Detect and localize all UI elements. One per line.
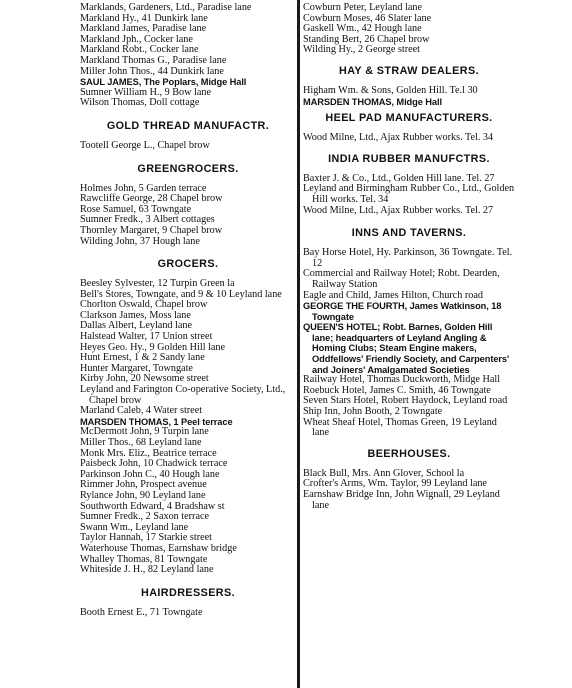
listing-entry: Rylance John, 90 Leyland lane [80,489,206,501]
column-divider [297,0,300,688]
right-column [303,0,515,511]
section-heading-india-rubber: INDIA RUBBER MANUFCTRS. [328,152,490,165]
listing-entry: Markland Robt., Cocker lane [80,44,199,56]
listing-entry: Rose Samuel, 63 Towngate [80,203,192,215]
listing-entry: Wood Milne, Ltd., Ajax Rubber works. Tel. 27 [303,204,494,216]
right-block-1 [303,3,515,56]
grocers-list [80,279,296,576]
left-block-1 [80,3,296,109]
listing-entry: Markland Thomas G., Paradise lane [80,54,227,66]
section-heading-heel-pad: HEEL PAD MANUFACTURERS. [325,112,493,125]
listing-entry: Markland James, Paradise lane [80,23,207,35]
beerhouses-list [303,469,515,511]
listing-entry: Thornley Margaret, 9 Chapel brow [80,224,223,236]
listing-entry: Commercial and Railway Hotel; Robt. Dearden, Railway Station [303,268,500,290]
listing-entry: Wilding Hy., 2 George street [303,44,421,56]
listing-entry: Parkinson John C., 40 Hough lane [80,468,220,480]
listing-entry: Wood Milne, Ltd., Ajax Rubber works. Tel. 34 [303,132,494,144]
listing-entry: Dallas Albert, Leyland lane [80,320,193,332]
section-heading-inns-taverns: INNS AND TAVERNS. [351,227,467,240]
listing-entry: Monk Mrs. Eliz., Beatrice terrace [80,447,217,459]
listing-entry-bold: GEORGE THE FOURTH, James Watkinson, 18 Towngate [303,301,502,322]
listing-entry: Eagle and Child, James Hilton, Church road [303,289,483,301]
listing-entry: Leyland and Birmingham Rubber Co., Ltd., Golden Hill works. Tel. 34 [303,183,515,205]
listing-entry: Tootell George L., Chapel brow [80,139,210,151]
listing-entry: Railway Hotel, Thomas Duckworth, Midge Hall [303,374,501,386]
listing-entry: Swann Wm., Leyland lane [80,521,189,533]
listing-entry: Cowburn Peter, Leyland lane [303,2,422,13]
listing-entry: Kirby John, 20 Newsome street [80,373,209,385]
listing-entry: Wilson Thomas, Doll cottage [80,97,200,109]
left-column [80,0,296,618]
section-heading-greengrocers: GREENGROCERS. [137,162,239,175]
listing-entry: Chorlton Oswald, Chapel brow [80,299,208,311]
listing-entry-bold: SAUL JAMES, The Poplars, Midge Hall [80,77,247,88]
listing-entry: Paisbeck John, 10 Chadwick terrace [80,458,228,470]
listing-entry: Beesley Sylvester, 12 Turpin Green la [80,278,235,290]
listing-entry: Hunt Ernest, 1 & 2 Sandy lane [80,352,205,364]
listing-entry: Taylor Hannah, 17 Starkie street [80,532,212,544]
listing-entry: Standing Bert, 26 Chapel brow [303,33,430,45]
listing-entry: Rimmer John, Prospect avenue [80,479,207,491]
listing-entry: Southworth Edward, 4 Bradshaw st [80,500,225,512]
listing-entry: Rawcliffe George, 28 Chapel brow [80,193,223,205]
listing-entry: Earnshaw Bridge Inn, John Wignall, 29 Leyland lane [303,489,500,511]
listing-entry: Bay Horse Hotel, Hy. Parkinson, 36 Towngate. Tel. 12 [303,247,513,269]
listing-entry: Waterhouse Thomas, Earnshaw bridge [80,542,237,554]
listing-entry: Bell's Stores, Towngate, and 9 & 10 Leyland lane [80,288,282,300]
listing-entry: Whiteside J. H., 82 Leyland lane [80,564,214,576]
listing-entry: Sumner William H., 9 Bow lane [80,86,211,98]
section-heading-beerhouses: BEERHOUSES. [367,447,451,460]
listing-entry: Leyland and Farington Co-operative Society, Ltd., Chapel brow [80,384,286,406]
listing-entry: Heyes Geo. Hy., 9 Golden Hill lane [80,341,226,353]
listing-entry: Crofter's Arms, Wm. Taylor, 99 Leyland lane [303,478,487,490]
listing-entry: Black Bull, Mrs. Ann Glover, School la [303,467,465,479]
listing-entry: Marland Caleb, 4 Water street [80,405,203,417]
listing-entry: Higham Wm. & Sons, Golden Hill. Te.l 30 [303,84,478,96]
listing-entry: Ship Inn, John Booth, 2 Towngate [303,406,443,418]
india-rubber-list [303,174,515,216]
listing-entry: Holmes John, 5 Garden terrace [80,182,207,194]
section-heading-grocers: GROCERS. [157,258,219,271]
listing-entry: Miller John Thos., 44 Dunkirk lane [80,65,224,77]
listing-entry: Roebuck Hotel, James C. Smith, 46 Towngate [303,384,491,396]
listing-entry: Whalley Thomas, 81 Towngate [80,553,208,565]
listing-entry: Markland Jph., Cocker lane [80,33,193,45]
listing-entry: Hunter Margaret, Towngate [80,362,193,374]
greengrocers-list [80,184,296,248]
listing-entry: Booth Ernest E., 71 Towngate [80,606,203,618]
listing-entry: Baxter J. & Co., Ltd., Golden Hill lane. Tel. 27 [303,172,495,184]
listing-entry-bold: MARSDEN THOMAS, Midge Hall [303,96,442,107]
listing-entry: Sumner Fredk., 2 Saxon terrace [80,511,210,523]
listing-entry-bold: MARSDEN THOMAS, 1 Peel terrace [80,416,233,427]
listing-entry: Wilding John, 37 Hough lane [80,235,200,247]
listing-entry: Cowburn Moses, 46 Slater lane [303,12,432,24]
section-heading-hay-straw: HAY & STRAW DEALERS. [339,64,479,77]
listing-entry: Halstead Walter, 17 Union street [80,331,213,343]
listing-entry: Clarkson James, Moss lane [80,309,191,321]
listing-entry: Markland Hy., 41 Dunkirk lane [80,12,208,24]
listing-entry-bold: QUEEN'S HOTEL; Robt. Barnes, Golden Hill lane; headquarters of Leyland Angling & Homing Clubs; Steam Engine makers, Oddfellows' Friendly Society, and Carpenters' and Joiners' Amalgamated Societies [303,322,510,375]
listing-entry: Marklands, Gardeners, Ltd., Paradise lane [80,2,252,13]
listing-entry: Sumner Fredk., 3 Albert cottages [80,214,215,226]
inns-list [303,248,515,439]
section-heading-hairdressers: HAIRDRESSERS. [141,586,235,599]
listing-entry: McDermott John, 9 Turpin lane [80,426,209,438]
section-heading-gold-thread: GOLD THREAD MANUFACTR. [106,119,270,132]
listing-entry: Seven Stars Hotel, Robert Haydock, Leyland road [303,395,508,407]
listing-entry: Gaskell Wm., 42 Hough lane [303,23,422,35]
listing-entry: Wheat Sheaf Hotel, Thomas Green, 19 Leyland lane [303,416,497,439]
listing-entry: Miller Thos., 68 Leyland lane [80,437,202,448]
